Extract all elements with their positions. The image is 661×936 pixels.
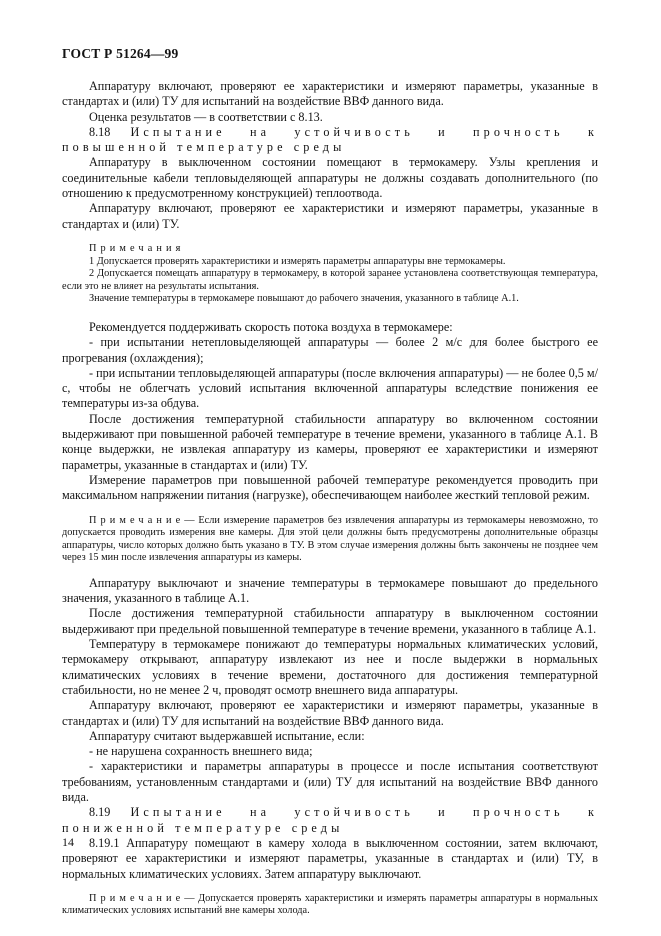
- paragraph: После достижения температурной стабильности аппаратуру во включенном состоянии выдерживают при повышенной рабочей температуре в течение времени, указанного в таблице А.1. В конце выдержки, не извлекая аппаратуру из камеры, проверяют ее характеристики и измеряют параметры, указанные в стандартах и (или) ТУ.: [62, 411, 598, 472]
- paragraph: После достижения температурной стабильности аппаратуру в выключенном состоянии выдерживают при предельной повышенной температуре в течение времени, указанного в таблице А.1.: [62, 606, 598, 636]
- section-number: 8.19: [89, 805, 111, 820]
- notes-block: [62, 243, 598, 306]
- note-item: 1 Допускается проверять характеристики и измерять параметры аппаратуры вне термокамеры.: [89, 255, 506, 267]
- paragraph: Аппаратуру включают, проверяют ее характеристики и измеряют параметры, указанные в стандартах и (или) ТУ для испытаний на воздействие ВВФ данного вида.: [62, 698, 598, 728]
- note-item: 2 Допускается помещать аппаратуру в термокамеру, в которой заранее установлена соответствующая температура, если это не влияет на результаты испытания.: [62, 268, 598, 292]
- note-block: [62, 893, 598, 918]
- notes-heading: Примечания: [89, 242, 185, 254]
- paragraph: Измерение параметров при повышенной рабочей температуре рекомендуется проводить при максимальном напряжении питания (нагрузке), обеспечивающем наиболее жесткий тепловой режим.: [62, 472, 598, 503]
- paragraph: Аппаратуру включают, проверяют ее характеристики и измеряют параметры, указанные в стандартах и (или) ТУ.: [62, 201, 598, 231]
- list-item: - характеристики и параметры аппаратуры в процессе и после испытания соответствуют требованиям, установленным стандартами и (или) ТУ для испытаний на воздействие ВВФ данного вида.: [62, 759, 598, 805]
- list-item: - при испытании тепловыделяющей аппаратуры (после включения аппаратуры) — не более 0,5 м/с, чтобы не облегчать условий испытания включенной аппаратуры вследствие понижения ее температуры из-за обдува.: [62, 365, 598, 411]
- paragraph: Аппаратуру выключают и значение температуры в термокамере повышают до предельного значения, указанного в таблице А.1.: [62, 575, 598, 606]
- list-item: - не нарушена сохранность внешнего вида;: [89, 744, 313, 759]
- note-text: — Допускается проверять характеристики и измерять параметры аппаратуры в нормальных климатических условиях испытаний вне камеры холода.: [62, 892, 598, 917]
- note-item: Значение температуры в термокамере повышают до рабочего значения, указанного в таблице А.1.: [89, 293, 519, 305]
- section-heading-8-18: [62, 125, 598, 156]
- note-label: Примечание: [89, 514, 185, 526]
- paragraph: 8.19.1 Аппаратуру помещают в камеру холода в выключенном состоянии, затем включают, проверяют ее характеристики и измеряют параметры, указанные в стандартах и (или) ТУ, в нормальных климатических условиях. Затем аппаратуру выключают.: [62, 835, 598, 881]
- section-title: Испытание на устойчивость и прочность к повышенной температуре среды: [62, 124, 598, 155]
- note-text: — Если измерение параметров без извлечения аппаратуры из термокамеры невозможно, то допускается проводить измерения вне камеры. Для этой цели должны быть предусмотрены дополнительные образцы аппаратуры, число которых должно быть указано в ТУ. В этом случае измерения должны быть закончены не позднее чем через 15 мин после извлечения аппаратуры из камеры.: [62, 514, 598, 564]
- note-label: Примечание: [89, 892, 185, 904]
- note-block: [62, 515, 598, 565]
- paragraph: Температуру в термокамере понижают до температуры нормальных климатических условий, термокамеру открывают, аппаратуру извлекают из нее и после выдержки в нормальных климатических условиях в течение времени, достаточного для достижения температурной стабильности, но не менее 2 ч, проводят осмотр внешнего вида аппаратуры.: [62, 637, 598, 697]
- section-number: 8.18: [89, 124, 111, 139]
- section-heading-8-19: [62, 805, 598, 836]
- document-header: ГОСТ Р 51264—99: [62, 46, 179, 61]
- page-body: [62, 79, 598, 918]
- paragraph: Аппаратуру включают, проверяют ее характеристики и измеряют параметры, указанные в стандартах и (или) ТУ для испытаний на воздействие ВВФ данного вида.: [62, 79, 598, 109]
- paragraph: Аппаратуру в выключенном состоянии помещают в термокамеру. Узлы крепления и соединительные кабели тепловыделяющей аппаратуры не должны создавать дополнительного (по отношению к предусмотренному конструкцией) теплоотвода.: [62, 155, 598, 201]
- paragraph: Рекомендуется поддерживать скорость потока воздуха в термокамере:: [89, 319, 453, 334]
- section-title: Испытание на устойчивость и прочность к пониженной температуре среды: [62, 805, 598, 835]
- page-number: 14: [62, 835, 74, 849]
- paragraph: Оценка результатов — в соответствии с 8.13.: [89, 109, 323, 124]
- list-item: - при испытании нетепловыделяющей аппаратуры — более 2 м/с для более быстрого ее прогревания (охлаждения);: [62, 335, 598, 365]
- paragraph: Аппаратуру считают выдержавшей испытание, если:: [89, 728, 365, 743]
